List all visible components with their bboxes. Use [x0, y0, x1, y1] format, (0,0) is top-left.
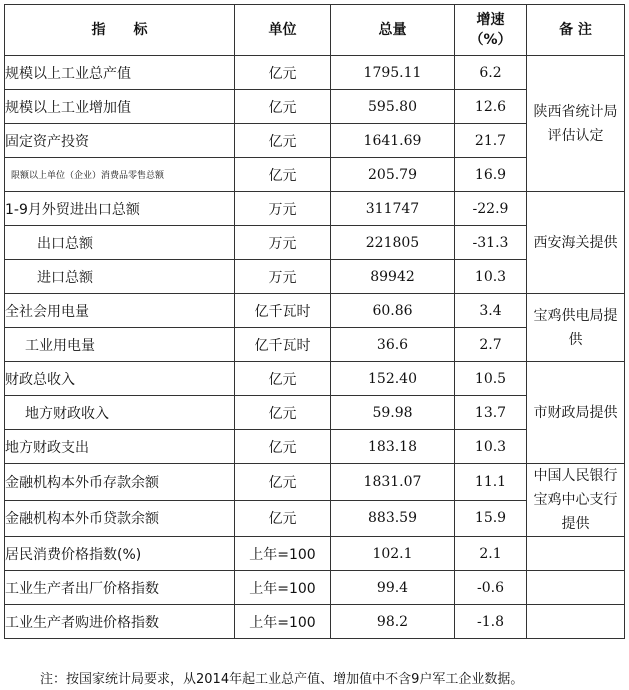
row-unit: 上年=100	[235, 537, 331, 571]
row-growth: 10.3	[455, 430, 527, 464]
row-total: 99.4	[331, 571, 455, 605]
row-indicator: 财政总收入	[5, 362, 235, 396]
row-total: 595.80	[331, 90, 455, 124]
row-total: 59.98	[331, 396, 455, 430]
note-central-bank: 中国人民银行宝鸡中心支行提供	[527, 464, 625, 537]
row-indicator: 限额以上单位（企业）消费品零售总额	[5, 158, 235, 192]
row-growth: 21.7	[455, 124, 527, 158]
row-indicator: 1-9月外贸进出口总额	[5, 192, 235, 226]
row-unit: 亿千瓦时	[235, 328, 331, 362]
row-indicator: 规模以上工业总产值	[5, 56, 235, 90]
row-indicator: 出口总额	[5, 226, 235, 260]
header-note: 备 注	[527, 5, 625, 56]
row-growth: 15.9	[455, 500, 527, 537]
table-header-row	[5, 5, 625, 56]
row-unit: 亿千瓦时	[235, 294, 331, 328]
row-total: 205.79	[331, 158, 455, 192]
row-unit: 亿元	[235, 500, 331, 537]
row-unit: 亿元	[235, 396, 331, 430]
table-row	[5, 464, 625, 501]
row-indicator: 地方财政支出	[5, 430, 235, 464]
row-growth: -1.8	[455, 605, 527, 639]
note-customs: 西安海关提供	[527, 192, 625, 294]
row-unit: 亿元	[235, 124, 331, 158]
row-unit: 亿元	[235, 90, 331, 124]
row-indicator: 金融机构本外币贷款余额	[5, 500, 235, 537]
row-growth: 11.1	[455, 464, 527, 501]
row-total: 36.6	[331, 328, 455, 362]
row-total: 311747	[331, 192, 455, 226]
row-growth: -22.9	[455, 192, 527, 226]
row-indicator: 进口总额	[5, 260, 235, 294]
table-row	[5, 537, 625, 571]
row-growth: 10.3	[455, 260, 527, 294]
row-total: 183.18	[331, 430, 455, 464]
header-growth-unit: （%）	[469, 32, 512, 48]
row-growth: 13.7	[455, 396, 527, 430]
row-unit: 上年=100	[235, 605, 331, 639]
row-indicator: 工业生产者出厂价格指数	[5, 571, 235, 605]
row-unit: 亿元	[235, 464, 331, 501]
table-row	[5, 294, 625, 328]
row-growth: 10.5	[455, 362, 527, 396]
row-total: 152.40	[331, 362, 455, 396]
row-total: 221805	[331, 226, 455, 260]
row-unit: 亿元	[235, 362, 331, 396]
row-total: 1795.11	[331, 56, 455, 90]
row-growth: -0.6	[455, 571, 527, 605]
note-empty	[527, 571, 625, 605]
note-provincial-stats: 陕西省统计局评估认定	[527, 56, 625, 192]
note-power-bureau: 宝鸡供电局提供	[527, 294, 625, 362]
row-unit: 万元	[235, 192, 331, 226]
table-row	[5, 56, 625, 90]
row-unit: 亿元	[235, 158, 331, 192]
row-total: 98.2	[331, 605, 455, 639]
row-growth: 12.6	[455, 90, 527, 124]
row-indicator: 固定资产投资	[5, 124, 235, 158]
note-finance-bureau: 市财政局提供	[527, 362, 625, 464]
row-indicator: 规模以上工业增加值	[5, 90, 235, 124]
header-growth-label: 增速	[476, 12, 505, 28]
row-total: 102.1	[331, 537, 455, 571]
note-empty	[527, 537, 625, 571]
row-total: 883.59	[331, 500, 455, 537]
row-growth: 3.4	[455, 294, 527, 328]
row-growth: 6.2	[455, 56, 527, 90]
header-total: 总量	[331, 5, 455, 56]
footnote: 注：按国家统计局要求，从2014年起工业总产值、增加值中不含9户军工企业数据。	[40, 672, 524, 687]
row-growth: -31.3	[455, 226, 527, 260]
row-indicator: 地方财政收入	[5, 396, 235, 430]
header-indicator: 指 标	[5, 5, 235, 56]
row-growth: 2.1	[455, 537, 527, 571]
table-row	[5, 362, 625, 396]
row-unit: 上年=100	[235, 571, 331, 605]
statistics-table	[4, 4, 625, 639]
row-indicator: 工业生产者购进价格指数	[5, 605, 235, 639]
header-unit: 单位	[235, 5, 331, 56]
table-row	[5, 605, 625, 639]
row-total: 1831.07	[331, 464, 455, 501]
row-indicator: 全社会用电量	[5, 294, 235, 328]
row-total: 60.86	[331, 294, 455, 328]
row-unit: 万元	[235, 260, 331, 294]
table-row	[5, 192, 625, 226]
row-indicator: 工业用电量	[5, 328, 235, 362]
note-empty	[527, 605, 625, 639]
header-growth	[455, 5, 527, 56]
row-growth: 2.7	[455, 328, 527, 362]
row-indicator: 金融机构本外币存款余额	[5, 464, 235, 501]
table-row	[5, 571, 625, 605]
row-total: 89942	[331, 260, 455, 294]
row-unit: 亿元	[235, 430, 331, 464]
row-growth: 16.9	[455, 158, 527, 192]
row-unit: 万元	[235, 226, 331, 260]
row-total: 1641.69	[331, 124, 455, 158]
row-unit: 亿元	[235, 56, 331, 90]
row-indicator: 居民消费价格指数(%)	[5, 537, 235, 571]
